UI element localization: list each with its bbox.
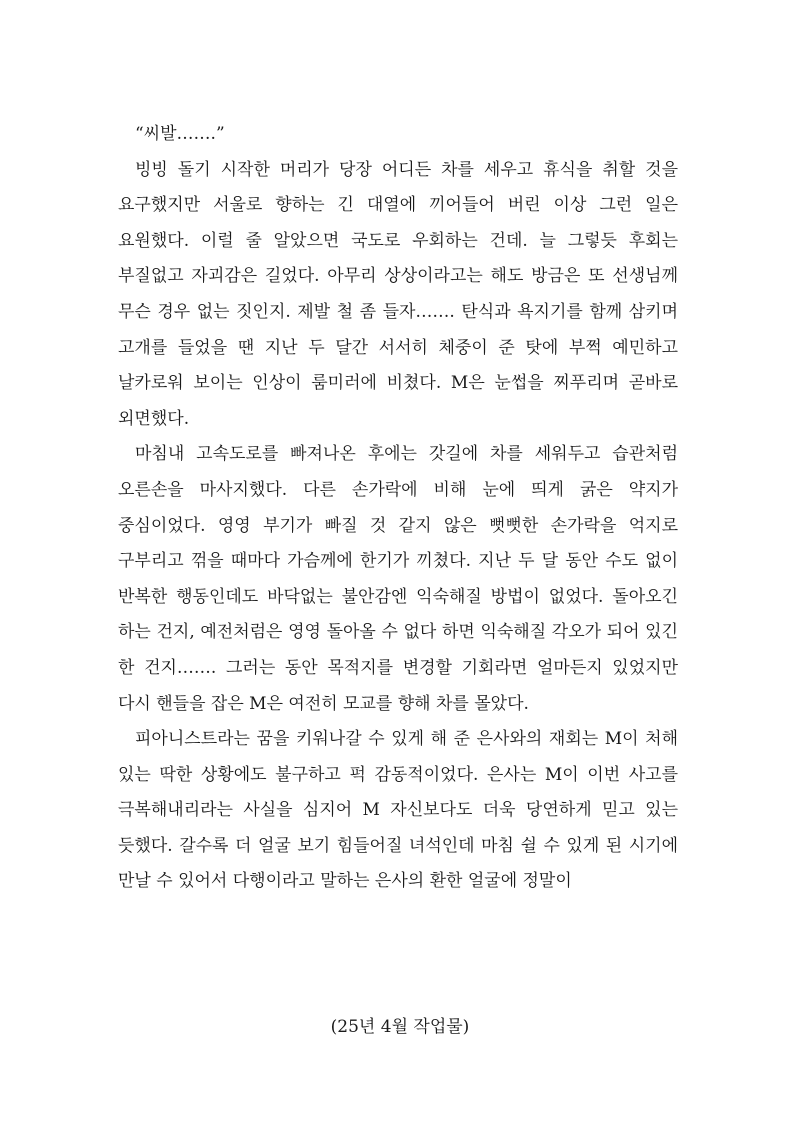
paragraph-2: 마침내 고속도로를 빠져나온 후에는 갓길에 차를 세워두고 습관처럼 오른손을 마사지했다. 다른 손가락에 비해 눈에 띄게 굵은 약지가 중심이었다. 영영 부기가 빠질 것 같지 않은 뻣뻣한 손가락을 억지로 구부리고 꺾을 때마다 가슴께에 한기가 끼쳤다. 지난 두 달 동안 수도 없이 반복한 행동인데도 바닥없는 불안감엔 익숙해질 방법이 없었다. 돌아오긴 하는 건지, 예전처럼은 영영 돌아올 수 없다 하면 익숙해질 각오가 되어 있긴 한 건지……. 그러는 동안 목적지를 변경할 기회라면 얼마든지 있었지만 다시 핸들을 잡은 M은 여전히 모교를 향해 차를 몰았다. <box>118 444 678 714</box>
document-body <box>118 117 678 900</box>
paragraph-3: 피아니스트라는 꿈을 키워나갈 수 있게 해 준 은사와의 재회는 M이 처해 있는 딱한 상황에도 불구하고 퍽 감동적이었다. 은사는 M이 이번 사고를 극복해내리라는 사실을 심지어 M 자신보다도 더욱 당연하게 믿고 있는 듯했다. 갈수록 더 얼굴 보기 힘들어질 녀석인데 마침 쉴 수 있게 된 시기에 만날 수 있어서 다행이라고 말하는 은사의 환한 얼굴에 정말이 <box>118 729 678 892</box>
paragraph-1: 빙빙 돌기 시작한 머리가 당장 어디든 차를 세우고 휴식을 취할 것을 요구했지만 서울로 향하는 긴 대열에 끼어들어 버린 이상 그런 일은 요원했다. 이럴 줄 알았으면 국도로 우회하는 건데. 늘 그렇듯 후회는 부질없고 자괴감은 길었다. 아무리 상상이라고는 해도 방금은 또 선생님께 무슨 경우 없는 짓인지. 제발 철 좀 들자……. 탄식과 욕지기를 함께 삼키며 고개를 들었을 땐 지난 두 달간 서서히 체중이 준 탓에 부쩍 예민하고 날카로워 보이는 인상이 룸미러에 비쳤다. M은 눈썹을 찌푸리며 곧바로 외면했다. <box>118 159 678 429</box>
paragraph-dialogue: “씨발…….” <box>135 124 225 144</box>
footer-note: (25년 4월 작업물) <box>330 1017 470 1037</box>
